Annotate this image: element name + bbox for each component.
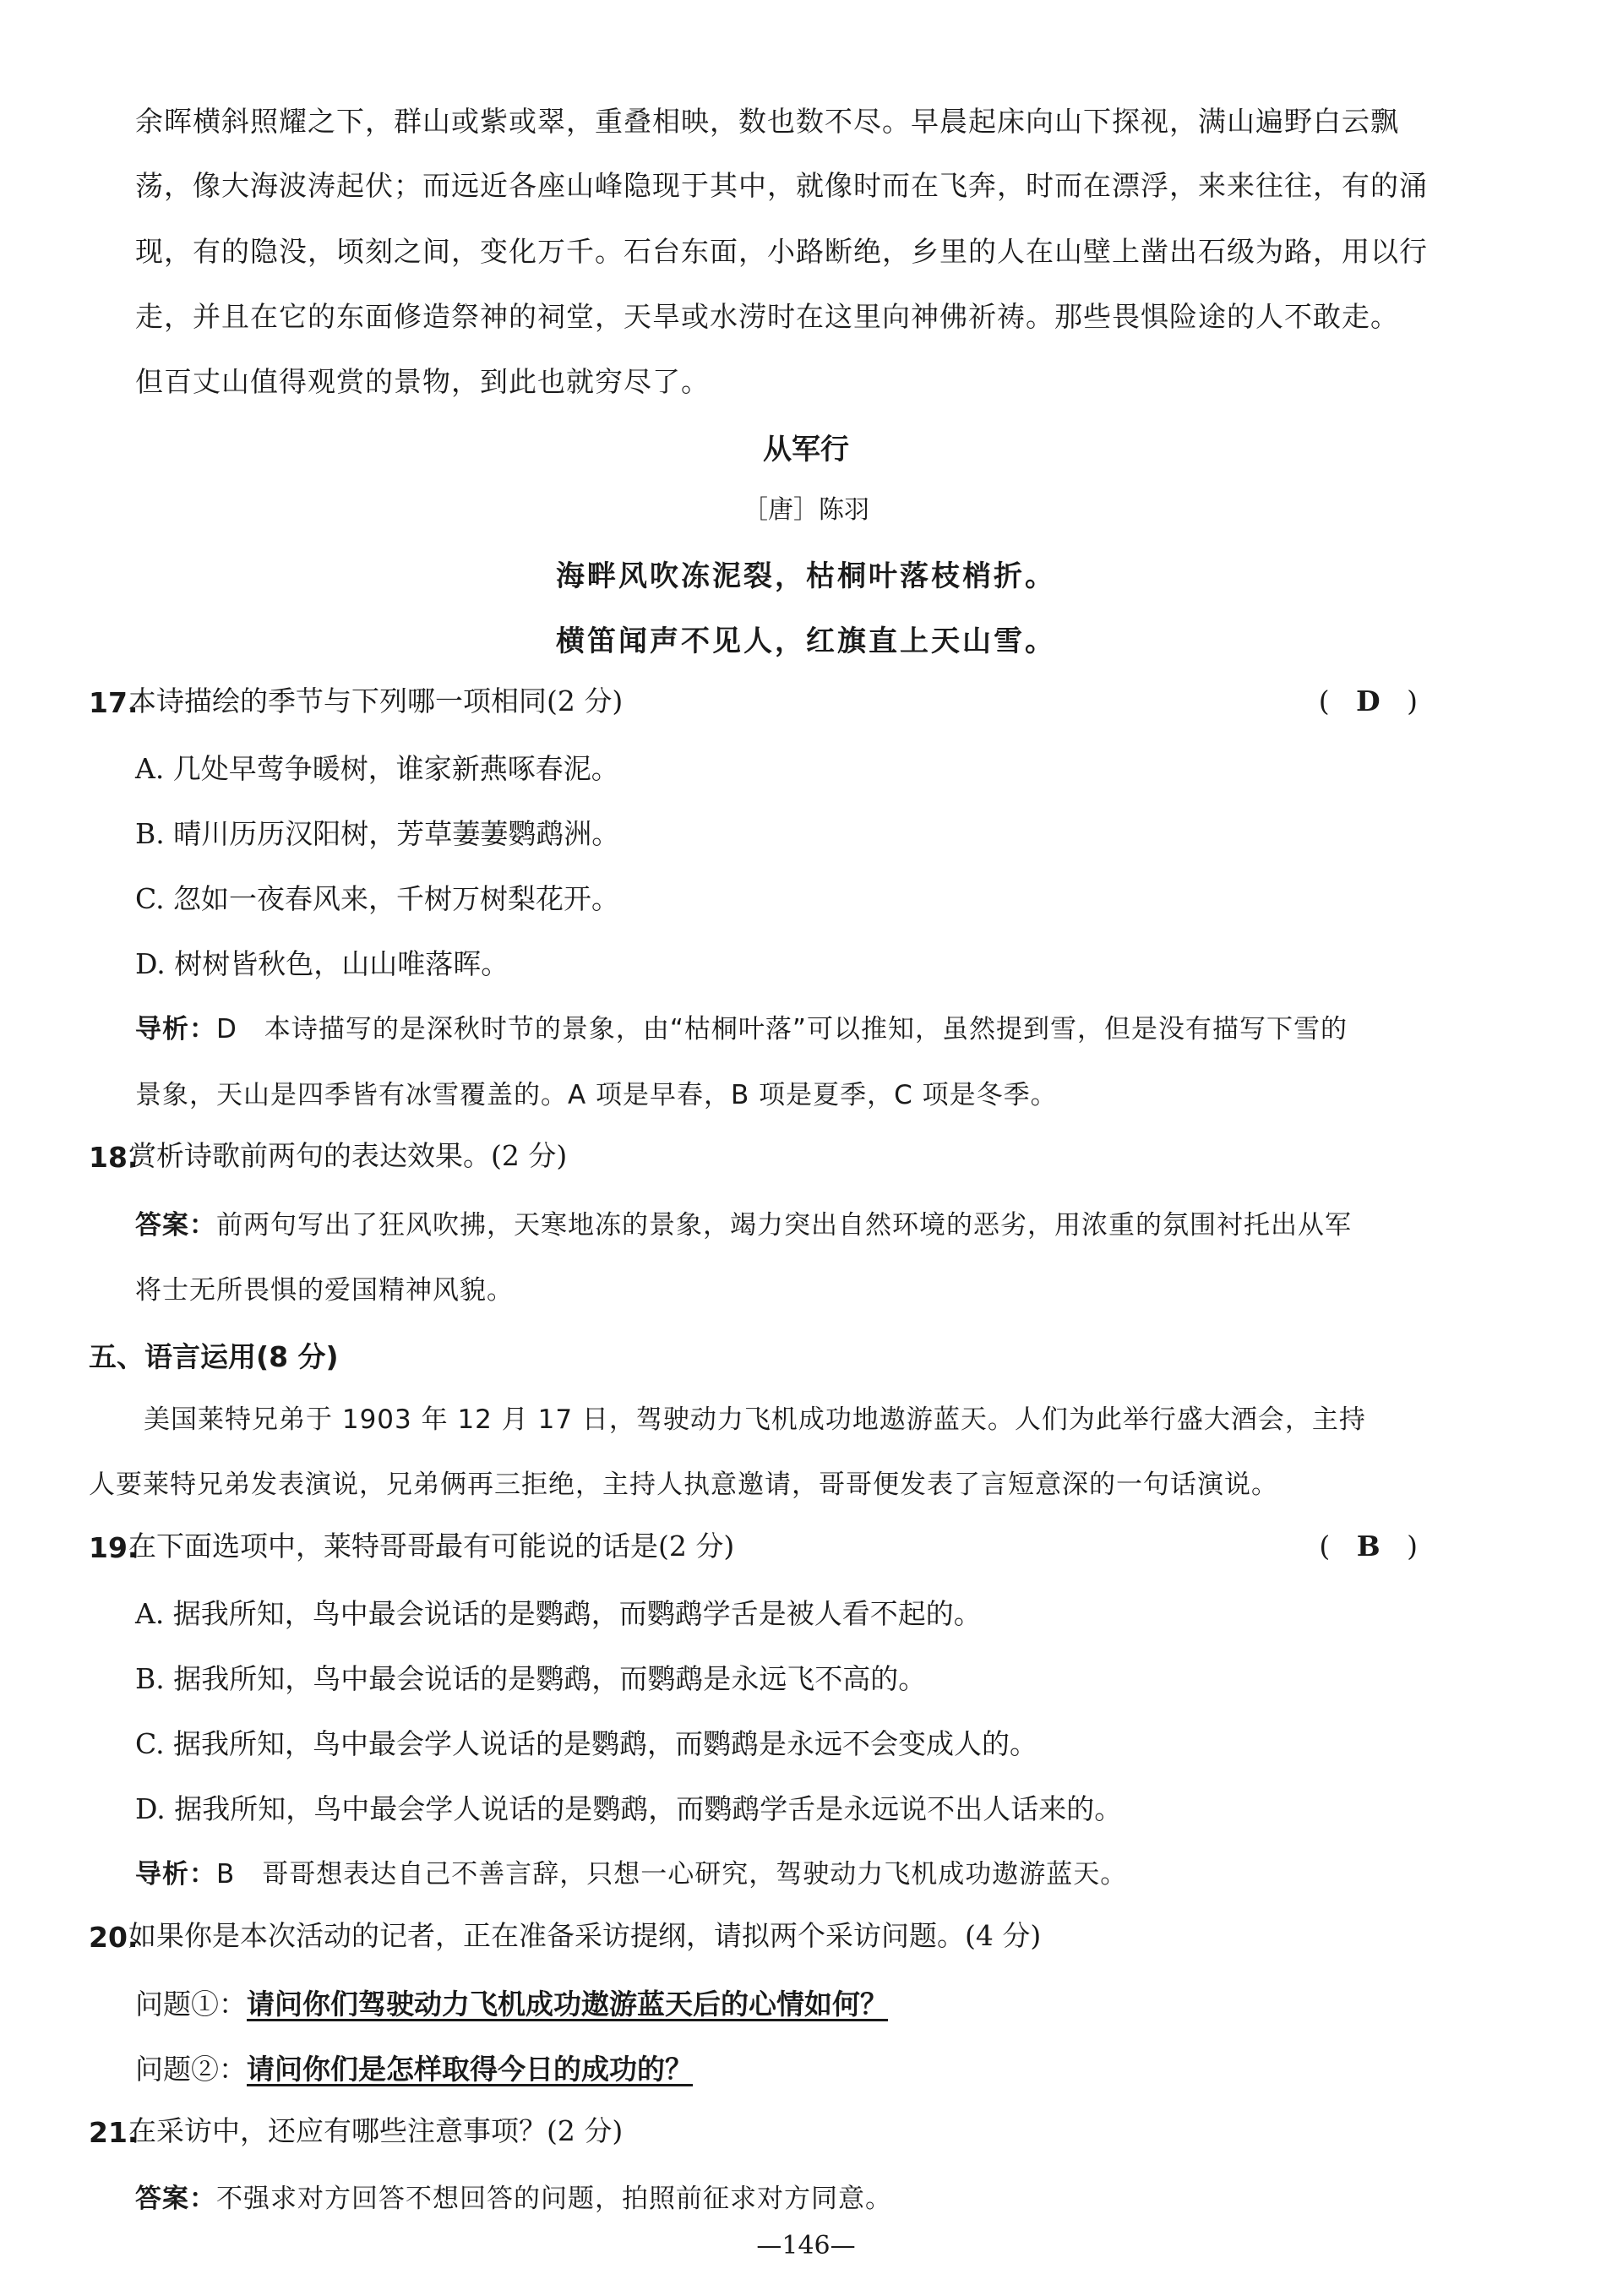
intro-line: 余晖横斜照耀之下，群山或紫或翠，重叠相映，数也数不尽。早晨起床向山下探视，满山遍野白云飘 — [135, 105, 1399, 138]
question-number: 17. — [89, 686, 139, 719]
analysis-label: 导析： — [135, 1014, 216, 1044]
answer-label: 答案： — [135, 1210, 216, 1241]
intro-line: 现，有的隐没，顷刻之间，变化万千。石台东面，小路断绝，乡里的人在山壁上凿出石级为路，用以行 — [135, 235, 1428, 268]
section-title: 五、语言运用(8 分) — [89, 1340, 339, 1373]
intro-line: 荡，像大海波涛起伏；而远近各座山峰隐现于其中，就像时而在飞奔，时而在漂浮，来来往往，有的涌 — [135, 169, 1428, 202]
analysis-text: 景象，天山是四季皆有冰雪覆盖的。A 项是早春，B 项是夏季，C 项是冬季。 — [135, 1080, 1058, 1110]
answer-text: 将士无所畏惧的爱国精神风貌。 — [135, 1275, 514, 1306]
option: B. 据我所知，鸟中最会说话的是鹦鹉，而鹦鹉是永远飞不高的。 — [135, 1662, 927, 1695]
option: C. 据我所知，鸟中最会学人说话的是鹦鹉，而鹦鹉是永远不会变成人的。 — [135, 1727, 1038, 1760]
interview-question — [135, 1986, 888, 2023]
question-number: 18. — [89, 1141, 139, 1174]
answer-bracket: ( D ) — [1318, 684, 1418, 717]
answer-label: 答案： — [135, 2184, 216, 2214]
question-text: 在下面选项中，莱特哥哥最有可能说的话是(2 分) — [128, 1530, 735, 1562]
interview-question-answer: 请问你们驾驶动力飞机成功遨游蓝天后的心情如何？ — [247, 1988, 888, 2021]
question-text: 赏析诗歌前两句的表达效果。(2 分) — [128, 1139, 568, 1172]
analysis-text: B 哥哥想表达自己不善言辞，只想一心研究，驾驶动力飞机成功遨游蓝天。 — [216, 1859, 1128, 1890]
poem-line: 横笛闻声不见人，红旗直上天山雪。 — [556, 624, 1056, 658]
option: A. 几处早莺争暖树，谁家新燕啄春泥。 — [135, 752, 619, 785]
poem-line: 海畔风吹冻泥裂，枯桐叶落枝梢折。 — [556, 559, 1056, 593]
question-number: 19. — [89, 1531, 139, 1564]
question-text: 本诗描绘的季节与下列哪一项相同(2 分) — [128, 684, 624, 717]
option: B. 晴川历历汉阳树，芳草萋萋鹦鹉洲。 — [135, 817, 620, 850]
option: D. 据我所知，鸟中最会学人说话的是鹦鹉，而鹦鹉学舌是永远说不出人话来的。 — [135, 1792, 1123, 1825]
analysis-text: D 本诗描写的是深秋时节的景象，由“枯桐叶落”可以推知，虽然提到雪，但是没有描写下雪的 — [216, 1014, 1348, 1044]
poem-author: ［唐］陈羽 — [743, 495, 869, 525]
poem-title: 从军行 — [763, 433, 849, 466]
option: C. 忽如一夜春风来，千树万树梨花开。 — [135, 882, 620, 915]
question-number: 20. — [89, 1921, 139, 1954]
question-text: 如果你是本次活动的记者，正在准备采访提纲，请拟两个采访问题。(4 分) — [128, 1919, 1042, 1952]
interview-question-label: 问题①： — [135, 1988, 247, 2021]
answer — [135, 1207, 1428, 1244]
answer-text: 不强求对方回答不想回答的问题，拍照前征求对方同意。 — [216, 2184, 892, 2214]
answer-choice: B — [1356, 1530, 1381, 1562]
analysis — [135, 1856, 1428, 1893]
page-number: —146— — [756, 2231, 856, 2261]
analysis-label: 导析： — [135, 1859, 216, 1890]
option: D. 树树皆秋色，山山唯落晖。 — [135, 947, 509, 980]
question-number: 21. — [89, 2116, 139, 2149]
interview-question — [135, 2051, 693, 2088]
answer-text: 前两句写出了狂风吹拂，天寒地冻的景象，竭力突出自然环境的恶劣，用浓重的氛围衬托出从军 — [216, 1210, 1352, 1241]
intro-line: 但百丈山值得观赏的景物，到此也就穷尽了。 — [135, 365, 710, 398]
answer-bracket: ( B ) — [1319, 1530, 1418, 1562]
interview-question-label: 问题②： — [135, 2053, 247, 2086]
analysis — [135, 1011, 1428, 1048]
section-paragraph: 美国莱特兄弟于 1903 年 12 月 17 日，驾驶动力飞机成功地遨游蓝天。人们为此举行盛大酒会，主持 — [144, 1404, 1366, 1435]
answer — [135, 2180, 1428, 2217]
option: A. 据我所知，鸟中最会说话的是鹦鹉，而鹦鹉学舌是被人看不起的。 — [135, 1597, 982, 1630]
answer-choice: D — [1356, 684, 1381, 717]
section-paragraph: 人要莱特兄弟发表演说，兄弟俩再三拒绝，主持人执意邀请，哥哥便发表了言短意深的一句话演说。 — [89, 1470, 1278, 1500]
intro-line: 走，并且在它的东面修造祭神的祠堂，天旱或水涝时在这里向神佛祈祷。那些畏惧险途的人不敢走。 — [135, 300, 1399, 333]
question-text: 在采访中，还应有哪些注意事项？(2 分) — [128, 2114, 624, 2147]
interview-question-answer: 请问你们是怎样取得今日的成功的？ — [247, 2053, 693, 2086]
